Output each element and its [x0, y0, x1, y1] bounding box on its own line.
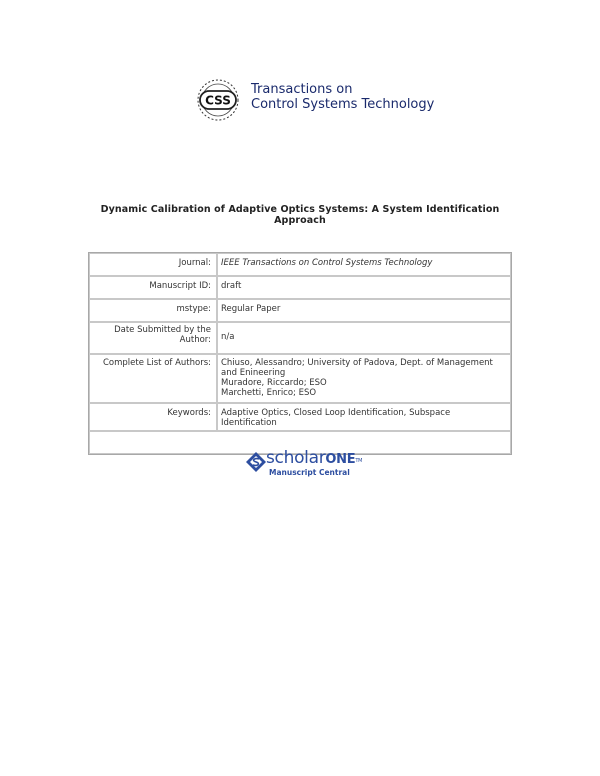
date-submitted-label: Date Submitted by the Author: [89, 322, 217, 354]
journal-logo-line2: Control Systems Technology [251, 97, 435, 112]
table-row [89, 403, 511, 431]
scholarone-logo [245, 448, 365, 482]
css-badge-icon [192, 78, 244, 122]
author-line: Chiuso, Alessandro; University of Padova, Dept. of Management and Enineering [221, 358, 493, 378]
manuscript-id-value: draft [217, 276, 511, 299]
date-submitted-value: n/a [217, 322, 511, 354]
scholarone-subtitle: Manuscript Central [269, 468, 350, 477]
scholarone-tm: TM [355, 458, 363, 464]
scholarone-wordmark [266, 448, 362, 470]
scholarone-word-thin: scholar [266, 448, 326, 468]
css-badge-text: CSS [205, 93, 231, 108]
journal-label: Journal: [89, 253, 217, 276]
author-line: Marchetti, Enrico; ESO [221, 388, 317, 398]
table-row [89, 322, 511, 354]
mstype-label: mstype: [89, 299, 217, 322]
table-row [89, 276, 511, 299]
journal-logo-line1: Transactions on [251, 82, 353, 97]
author-line: Muradore, Riccardo; ESO [221, 378, 327, 388]
journal-logo [190, 76, 435, 124]
keywords-value: Adaptive Optics, Closed Loop Identification, Subspace Identification [217, 403, 511, 431]
table-row [89, 299, 511, 322]
authors-value [217, 354, 511, 403]
authors-label: Complete List of Authors: [89, 354, 217, 403]
table-row [89, 253, 511, 276]
keywords-label: Keywords: [89, 403, 217, 431]
scholarone-word-bold: ONE [325, 452, 356, 467]
journal-logo-text [251, 82, 434, 112]
manuscript-id-label: Manuscript ID: [89, 276, 217, 299]
mstype-value: Regular Paper [217, 299, 511, 322]
scholarone-mark-icon [245, 451, 267, 473]
submission-info-table [88, 252, 512, 455]
table-row [89, 354, 511, 403]
paper-title: Dynamic Calibration of Adaptive Optics Systems: A System Identification Approach [100, 204, 500, 226]
journal-value: IEEE Transactions on Control Systems Technology [217, 253, 511, 276]
